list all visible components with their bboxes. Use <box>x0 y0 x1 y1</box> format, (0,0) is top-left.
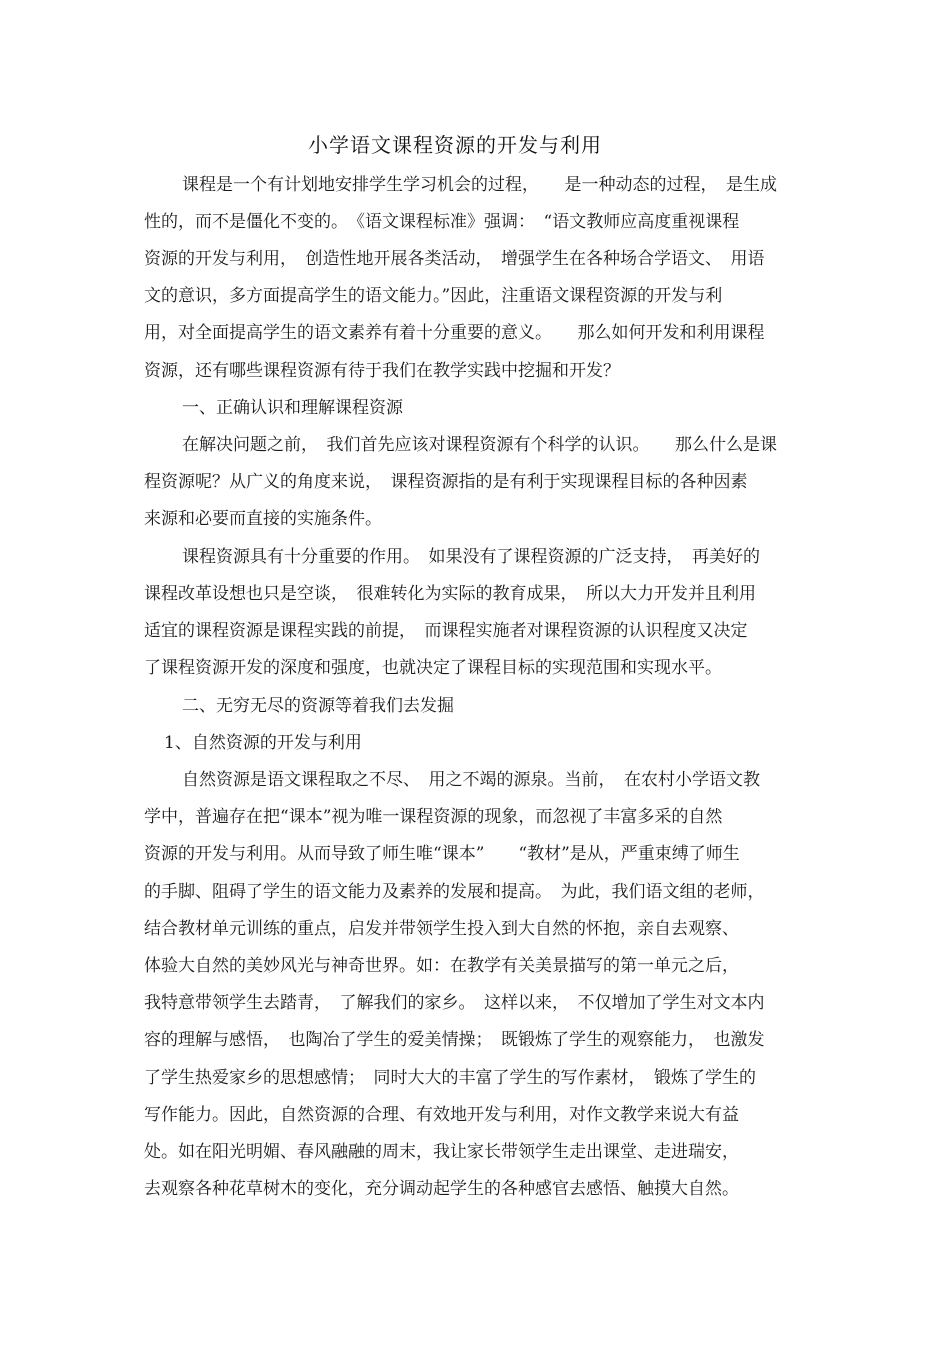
text-line: 体验大自然的美妙风光与神奇世界。如：在教学有关美景描写的第一单元之后， <box>144 956 739 976</box>
text-line: 适宜的课程资源是课程实践的前提， 而课程实施者对课程资源的认识程度又决定 <box>144 621 748 641</box>
text-line: 写作能力。因此，自然资源的合理、有效地开发与利用，对作文教学来说大有益 <box>144 1105 739 1125</box>
text-line: 资源的开发与利用。从而导致了师生唯“课本” “教材”是从，严重束缚了师生 <box>144 844 740 864</box>
text-line: 了学生热爱家乡的思想感情； 同时大大的丰富了学生的写作素材， 锻炼了学生的 <box>144 1068 756 1088</box>
text-line: 课程资源具有十分重要的作用。 如果没有了课程资源的广泛支持， 再美好的 <box>182 547 760 567</box>
section-heading: 一、正确认识和理解课程资源 <box>182 398 403 418</box>
text-line: 的手脚、阻碍了学生的语文能力及素养的发展和提高。 为此，我们语文组的老师， <box>144 882 765 902</box>
section-heading: 二、无穷无尽的资源等着我们去发掘 <box>182 696 454 716</box>
text-line: 了课程资源开发的深度和强度，也就决定了课程目标的实现范围和实现水平。 <box>144 658 722 678</box>
text-line: 去观察各种花草树木的变化，充分调动起学生的各种感官去感悟、触摸大自然。 <box>144 1179 739 1199</box>
subsection-heading: 1、自然资源的开发与利用 <box>164 733 362 753</box>
text-line: 结合教材单元训练的重点，启发并带领学生投入到大自然的怀抱，亲自去观察、 <box>144 919 739 939</box>
text-line: 我特意带领学生去踏青， 了解我们的家乡。 这样以来， 不仅增加了学生对文本内 <box>144 993 765 1013</box>
text-line: 课程改革设想也只是空谈， 很难转化为实际的教育成果， 所以大力开发并且利用 <box>144 584 756 604</box>
text-line: 在解决问题之前， 我们首先应该对课程资源有个科学的认识。 那么什么是课 <box>182 435 777 455</box>
text-line: 文的意识，多方面提高学生的语文能力。”因此，注重语文课程资源的开发与利 <box>144 286 723 306</box>
text-line: 容的理解与感悟， 也陶冶了学生的爱美情操； 既锻炼了学生的观察能力， 也激发 <box>144 1030 765 1050</box>
text-line: 程资源呢？从广义的角度来说， 课程资源指的是有利于实现课程目标的各种因素 <box>144 472 748 492</box>
text-line: 性的，而不是僵化不变的。 《语文课程标准》强调： “语文教师应高度重视课程 <box>144 212 740 232</box>
text-line: 自然资源是语文课程取之不尽、 用之不竭的源泉。当前， 在农村小学语文教 <box>182 770 760 790</box>
text-line: 处。如在阳光明媚、春风融融的周末，我让家长带领学生走出课堂、走进瑞安， <box>144 1142 739 1162</box>
text-line: 用，对全面提高学生的语文素养有着十分重要的意义。 那么如何开发和利用课程 <box>144 323 765 343</box>
text-line: 资源，还有哪些课程资源有待于我们在教学实践中挖掘和开发？ <box>144 361 620 381</box>
text-line: 资源的开发与利用， 创造性地开展各类活动， 增强学生在各种场合学语文、 用语 <box>144 249 765 269</box>
document-title: 小学语文课程资源的开发与利用 <box>308 133 602 157</box>
text-line: 来源和必要而直接的实施条件。 <box>144 509 382 529</box>
text-line: 学中，普遍存在把“课本”视为唯一课程资源的现象，而忽视了丰富多采的自然 <box>144 807 723 827</box>
text-line: 课程是一个有计划地安排学生学习机会的过程， 是一种动态的过程， 是生成 <box>182 175 777 195</box>
